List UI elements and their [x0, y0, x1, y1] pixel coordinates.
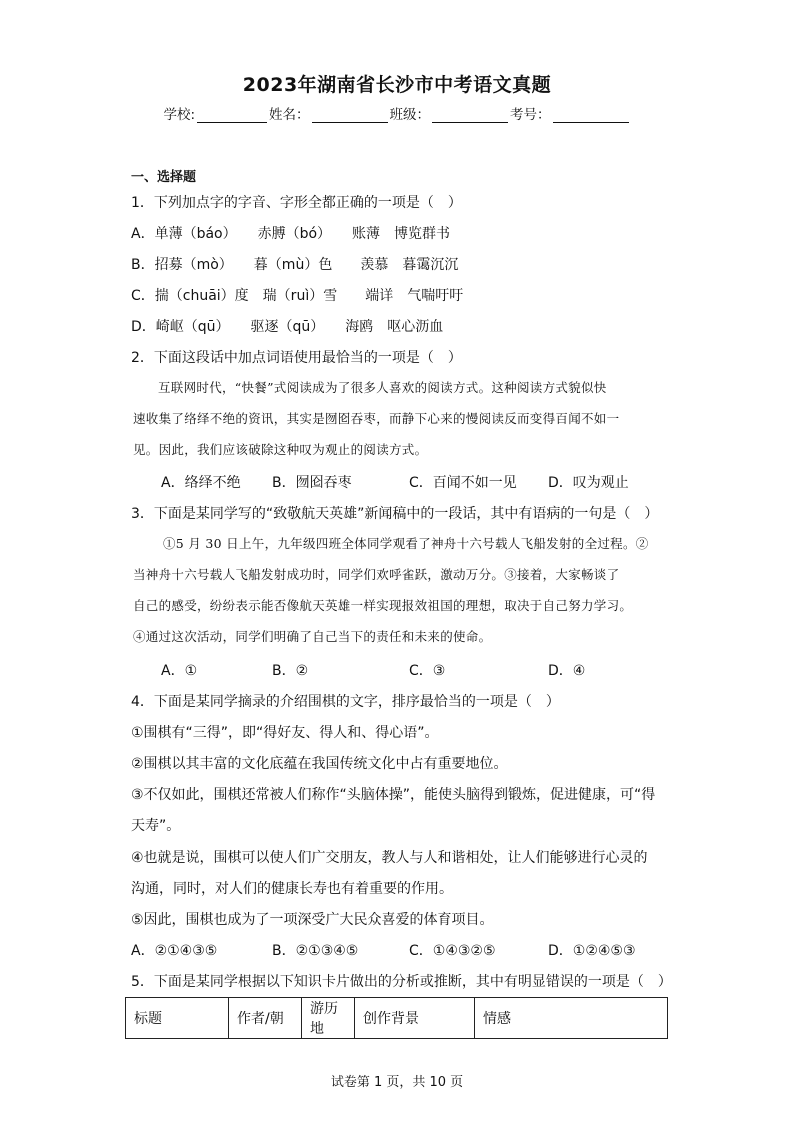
passage-line: 自己的感受，纷纷表示能否像航天英雄一样实现报效祖国的理想，取决于自己努力学习。 [133, 598, 633, 613]
question-2-passage [133, 372, 666, 465]
page-title: 2023年湖南省长沙市中考语文真题 [242, 74, 552, 96]
question-4-sentence: 天寿”。 [131, 818, 181, 834]
question-1-option-c: C．揣（chuāi）度 瑞（ruì）雪 端详 气喘吁吁 [131, 288, 464, 304]
question-4-stem: 4．下面是某同学摘录的介绍围棋的文字，排序最恰当的一项是（ ） [131, 694, 560, 710]
question-2-option-d: D．叹为观止 [548, 475, 629, 491]
question-2-option-b: B．囫囵吞枣 [272, 475, 352, 491]
question-3-stem: 3．下面是某同学写的“致敬航天英雄”新闻稿中的一段话，其中有语病的一句是（ ） [131, 506, 659, 522]
question-2-stem: 2．下面这段话中加点词语使用最恰当的一项是（ ） [131, 350, 462, 366]
question-1-option-d: D．崎岖（qū） 驱逐（qū） 海鸥 呕心沥血 [131, 319, 444, 335]
passage-line: 互联网时代，“快餐”式阅读成为了很多人喜欢的阅读方式。这种阅读方式貌似快 [158, 380, 607, 395]
question-2-option-a: A．络绎不绝 [161, 475, 241, 491]
passage-line: ①5 月 30 日上午，九年级四班全体同学观看了神舟十六号载人飞船发射的全过程。② [163, 536, 649, 551]
table-header-cell: 标题 [126, 998, 229, 1039]
question-4-option-a: A．②①④③⑤ [131, 943, 218, 959]
question-1-stem: 1．下列加点字的字音、字形全都正确的一项是（ ） [131, 195, 462, 211]
question-3-option-b: B．② [272, 663, 309, 679]
question-1-option-a: A．单薄（báo） 赤膊（bó） 账薄 博览群书 [131, 226, 451, 242]
section-heading: 一、选择题 [131, 170, 197, 185]
knowledge-card-table [125, 997, 668, 1039]
question-4-sentence: 沟通，同时，对人们的健康长寿也有着重要的作用。 [131, 881, 453, 897]
question-1-option-b: B．招募（mò） 暮（mù）色 羡慕 暮霭沉沉 [131, 257, 459, 273]
class-label: 班级： [389, 107, 431, 123]
question-3-option-c: C．③ [409, 663, 446, 679]
question-2-option-c: C．百闻不如一见 [409, 475, 517, 491]
question-4-option-b: B．②①③④⑤ [272, 943, 359, 959]
school-blank[interactable] [197, 108, 267, 123]
class-blank[interactable] [432, 108, 508, 123]
table-header-cell: 情感 [475, 998, 668, 1039]
name-label: 姓名： [269, 107, 310, 123]
question-4-sentence: ③不仅如此，围棋还常被人们称作“头脑体操”，能使头脑得到锻炼，促进健康，可“得 [131, 787, 656, 803]
school-label: 学校: [163, 107, 196, 123]
exam-number-blank[interactable] [553, 108, 629, 123]
passage-line: 见。因此，我们应该破除这种叹为观止的阅读方式。 [133, 442, 428, 457]
question-4-sentence: ⑤因此，围棋也成为了一项深受广大民众喜爱的体育项目。 [131, 912, 494, 928]
student-info-line [0, 103, 794, 123]
table-header-cell: 创作背景 [355, 998, 475, 1039]
question-4-sentence: ①围棋有“三得”，即“得好友、得人和、得心语”。 [131, 725, 439, 741]
passage-line: ④通过这次活动，同学们明确了自己当下的责任和未来的使命。 [133, 629, 492, 644]
page-footer: 试卷第 1 页，共 10 页 [330, 1075, 464, 1090]
name-blank[interactable] [312, 108, 388, 123]
table-header-cell: 游历地 [302, 998, 355, 1039]
passage-line: 当神舟十六号载人飞船发射成功时，同学们欢呼雀跃，激动万分。③接着，大家畅谈了 [133, 567, 620, 582]
table-row [126, 998, 668, 1039]
passage-line: 速收集了络绎不绝的资讯，其实是囫囵吞枣，而静下心来的慢阅读反而变得百闻不如一 [133, 411, 620, 426]
question-4-option-c: C．①④③②⑤ [409, 943, 496, 959]
question-3-option-a: A．① [161, 663, 198, 679]
question-3-option-d: D．④ [548, 663, 586, 679]
question-5-stem: 5．下面是某同学根据以下知识卡片做出的分析或推断，其中有明显错误的一项是（ ） [131, 974, 672, 990]
question-3-passage [133, 528, 666, 652]
question-4-sentence: ④也就是说，围棋可以使人们广交朋友，教人与人和谐相处，让人们能够进行心灵的 [131, 850, 648, 866]
table-header-cell: 作者/朝 [229, 998, 302, 1039]
question-4-option-d: D．①②④⑤③ [548, 943, 636, 959]
exam-number-label: 考号： [510, 107, 551, 123]
question-4-sentence: ②围棋以其丰富的文化底蕴在我国传统文化中占有重要地位。 [131, 756, 508, 772]
